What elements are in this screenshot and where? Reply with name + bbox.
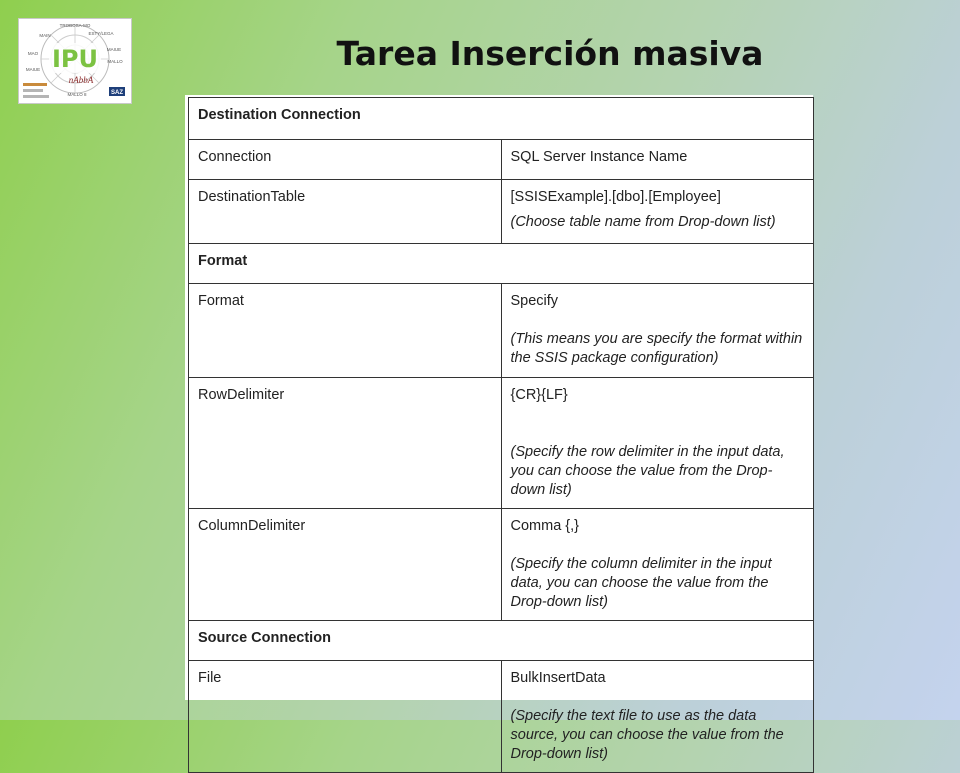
property-note: (Specify the column delimiter in the input data, you can choose the value from the Drop-down list): [510, 556, 772, 610]
section-header-row: [189, 244, 814, 284]
property-note: (Specify the row delimiter in the input data, you can choose the value from the Drop-down list): [510, 444, 785, 498]
property-value: Specify: [510, 293, 559, 309]
property-label: File: [189, 661, 502, 773]
logo: [18, 18, 132, 104]
property-note: (Choose table name from Drop-down list): [510, 214, 776, 230]
property-value-cell: [501, 509, 814, 621]
property-value: BulkInsertData: [510, 670, 606, 686]
property-value: [SSISExample].[dbo].[Employee]: [510, 189, 721, 205]
property-label: DestinationTable: [189, 180, 502, 244]
document-screenshot: [185, 95, 813, 762]
property-value-cell: [501, 661, 814, 773]
property-label: Connection: [189, 140, 502, 180]
logo-ring-label: MAIUE: [25, 67, 41, 72]
section-header-row: [189, 621, 814, 661]
table-row: [189, 509, 814, 621]
property-value-cell: [501, 180, 814, 244]
logo-ring-label: MAO: [27, 51, 39, 56]
logo-brand-text: nAbbA: [68, 75, 94, 85]
property-label: Format: [189, 284, 502, 378]
table-row: [189, 378, 814, 509]
property-value-cell: [501, 140, 814, 180]
logo-ring-label: MAIUE: [106, 47, 122, 52]
logo-badge: SAZ: [111, 90, 123, 96]
table-row: [189, 140, 814, 180]
property-value-cell: [501, 378, 814, 509]
logo-ring-label: MALLO: [107, 59, 123, 64]
property-value-cell: [501, 284, 814, 378]
logo-graphic: [19, 19, 131, 103]
logo-ring-label: ESTY/LEGA: [88, 31, 114, 36]
logo-ring-label: TROBOSA-MO: [59, 23, 91, 28]
table-row: [189, 284, 814, 378]
table-row: [189, 661, 814, 773]
section-heading: Source Connection: [189, 621, 814, 661]
section-heading: Format: [189, 244, 814, 284]
property-label: RowDelimiter: [189, 378, 502, 509]
table-row: [189, 180, 814, 244]
section-heading: Destination Connection: [189, 98, 814, 140]
section-header-row: [189, 98, 814, 140]
property-value: SQL Server Instance Name: [510, 149, 688, 165]
logo-ring-label: MALLO 8: [67, 92, 87, 97]
logo-mark: IPU: [51, 45, 99, 73]
property-value: Comma {,}: [510, 518, 579, 534]
property-label: ColumnDelimiter: [189, 509, 502, 621]
property-note: (Specify the text file to use as the data source, you can choose the value from the Drop-down list): [510, 708, 784, 762]
property-value: {CR}{LF}: [510, 387, 568, 403]
page-title: Tarea Inserción masiva: [336, 34, 764, 73]
bulk-insert-properties-table: [188, 97, 814, 773]
property-note: (This means you are specify the format within the SSIS package configuration): [510, 331, 803, 366]
logo-ring-label: MAIN: [39, 33, 51, 38]
